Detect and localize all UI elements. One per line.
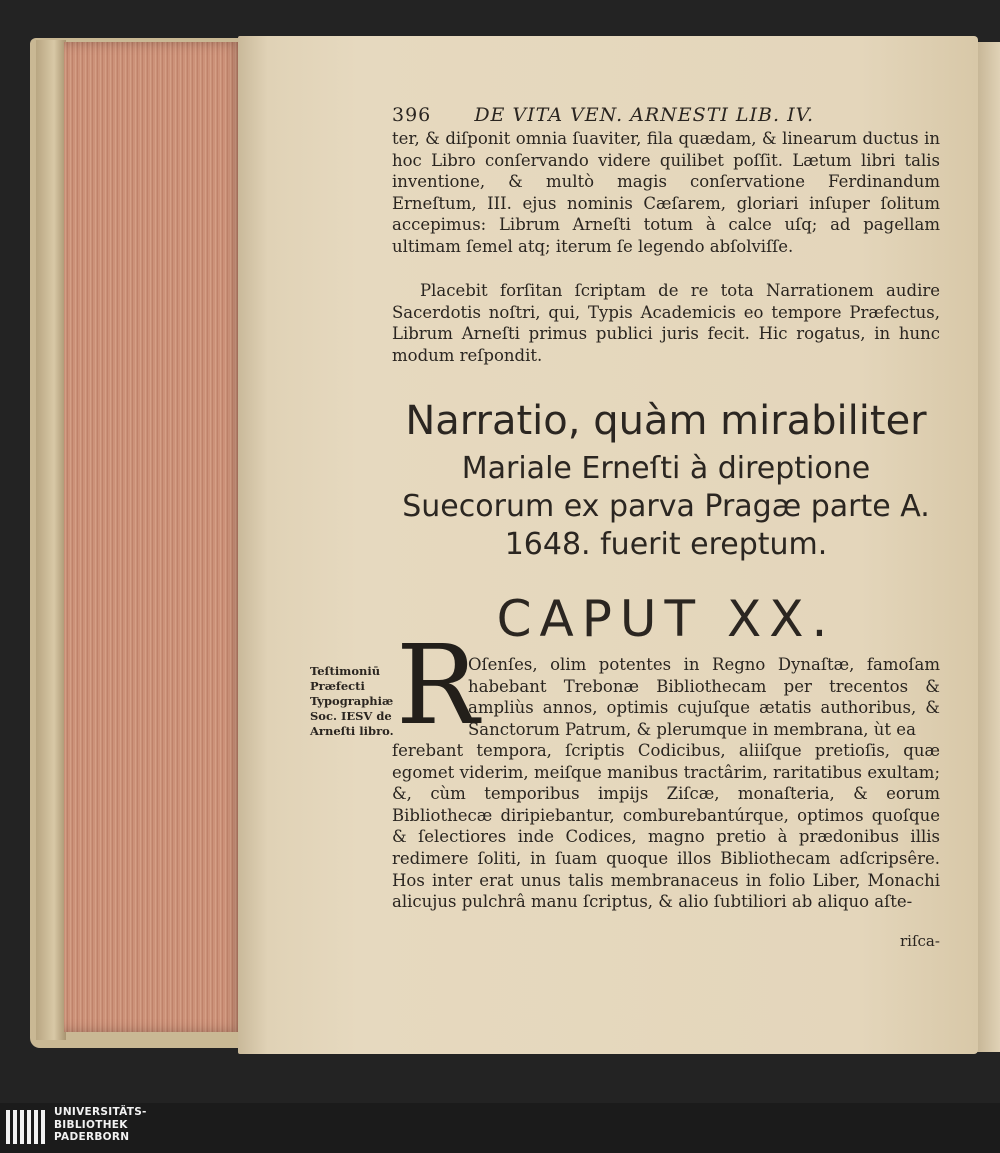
library-logo-icon	[6, 1108, 48, 1146]
page-number: 396	[392, 104, 432, 126]
running-header	[392, 104, 952, 126]
body-text-rest: ferebant tempora, ſcriptis Codicibus, aliiſque pretioſis, quæ egomet viderim, meiſque manibus tractârim, raritatibus exultam; &, cùm temporibus impijs Ziſcæ, monaſteria, & eorum Bibliothecæ diripiebantur, comburebantúrque, optimos quoſque & ſelectiores inde Codices, magno pretio à prædonibus illis redimere ſoliti, in ſuam quoque illos Bibliothecam adſcripsêre. Hos inter erat unus talis membranaceus in folio Liber, Monachi alicujus pulchrâ manu ſcriptus, & alio ſubtiliori ab aliquo aſte-	[392, 741, 940, 912]
page-edges	[64, 42, 244, 1032]
book-binding	[36, 40, 66, 1040]
logo-line2: BIBLIOTHEK	[54, 1118, 128, 1131]
logo-line3: PADERBORN	[54, 1131, 130, 1143]
footer-bar	[0, 1103, 1000, 1153]
margin-note: Teſtimoniū Præfecti Typographiæ Soc. IESV de Arneſti libro.	[310, 664, 394, 738]
library-logo-text	[54, 1106, 147, 1144]
chapter-heading-line2: Mariale Erneſti à direptione Suecorum ex parva Pragæ parte A. 1648. fuerit ereptum.	[402, 451, 930, 562]
paragraph-1: ter, & diſponit omnia ſuaviter, fila quædam, & linearum ductus in hoc Libro conſervando videre quilibet poſſit. Lætum libri talis inventione, & multò magis conſervatione Ferdinandum Erneſtum, III. ejus nominis Cæſarem, gloriari inſuper ſolitum accepimus: Librum Arneſti totum à calce uſq; ad pagellam ultimam ſemel atq; iterum ſe legendo abſolviſſe.	[392, 129, 940, 256]
catchword: riſca-	[900, 932, 940, 950]
chapter-number: CAPUT XX.	[496, 590, 836, 648]
body-text-first: Oſenſes, olim potentes in Regno Dynaſtæ, famoſam habebant Trebonæ Bibliothecam per trecentos & ampliùs annos, optimis cujuſque ætatis authoribus, & Sanctorum Patrum, & plerumque in membrana, ùt ea	[468, 655, 940, 739]
drop-cap: R	[396, 621, 479, 749]
chapter-heading-line1: Narratio, quàm mirabiliter	[405, 398, 927, 444]
logo-line1: UNIVERSITÄTS-	[54, 1106, 147, 1118]
paragraph-2: Placebit forſitan ſcriptam de re tota Narrationem audire Sacerdotis noſtri, qui, Typis Academicis eo tempore Præfectus, Librum Arneſti primus publici juris fecit. Hic rogatus, in hunc modum reſpondit.	[392, 281, 940, 365]
running-title: DE VITA VEN. ARNESTI LIB. IV.	[474, 104, 815, 126]
